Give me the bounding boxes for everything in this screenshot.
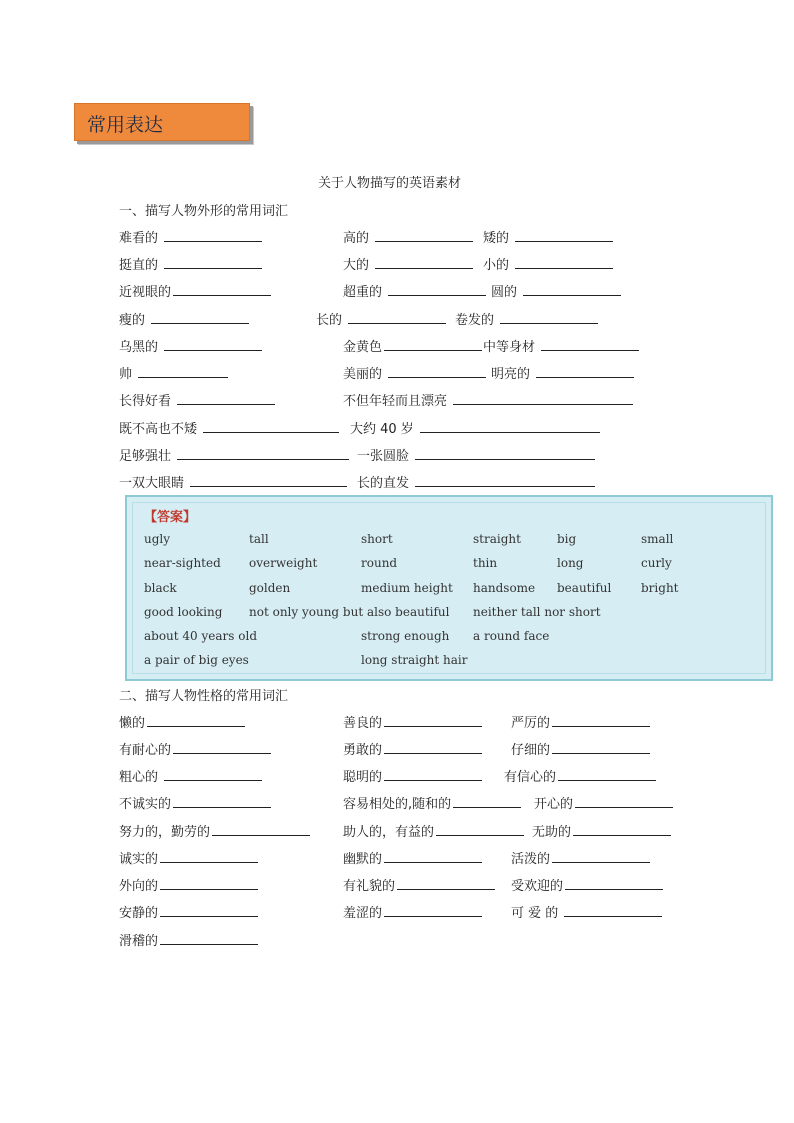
answer-word-item — [473, 556, 497, 570]
appearance-word-item — [119, 390, 275, 410]
answer-word-item-label: good looking — [144, 605, 223, 619]
fill-in-blank[interactable] — [384, 712, 482, 727]
answer-word-item — [361, 556, 397, 570]
personality-word-item — [119, 875, 258, 895]
answer-word-item-label: golden — [249, 581, 291, 595]
appearance-word-item-label: 大约 40 岁 — [350, 422, 418, 437]
fill-in-blank[interactable] — [138, 363, 228, 378]
personality-word-item — [119, 848, 258, 868]
personality-word-item — [532, 821, 671, 841]
answer-word-item — [361, 532, 393, 546]
fill-in-blank[interactable] — [384, 336, 482, 351]
fill-in-blank[interactable] — [415, 472, 595, 487]
fill-in-blank[interactable] — [536, 363, 634, 378]
fill-in-blank[interactable] — [173, 793, 271, 808]
appearance-word-item-label: 大的 — [343, 258, 374, 273]
answer-word-item — [641, 532, 673, 546]
answer-word-item — [144, 532, 170, 546]
personality-word-item-label: 不诚实的 — [119, 797, 172, 812]
appearance-word-item — [119, 336, 262, 356]
answer-word-item — [473, 605, 601, 619]
fill-in-blank[interactable] — [384, 766, 482, 781]
answer-word-item — [361, 581, 453, 595]
personality-word-item — [534, 793, 673, 813]
personality-word-item — [119, 739, 271, 759]
answer-word-item — [557, 556, 583, 570]
answer-word-item-label: medium height — [361, 581, 453, 595]
fill-in-blank[interactable] — [453, 390, 633, 405]
fill-in-blank[interactable] — [160, 930, 258, 945]
answer-word-item — [144, 556, 221, 570]
appearance-word-item — [119, 309, 249, 329]
appearance-word-item-label: 长的直发 — [357, 476, 414, 491]
appearance-word-item-label: 超重的 — [343, 285, 387, 300]
answer-word-item — [144, 629, 257, 643]
appearance-word-item-label: 难看的 — [119, 231, 163, 246]
personality-word-item — [343, 739, 482, 759]
fill-in-blank[interactable] — [177, 445, 349, 460]
personality-word-item-label: 勇敢的 — [343, 743, 383, 758]
appearance-word-item-label: 高的 — [343, 231, 374, 246]
personality-word-item — [119, 793, 271, 813]
answer-word-item-label: tall — [249, 532, 269, 546]
personality-word-item-label: 幽默的 — [343, 852, 383, 867]
personality-word-item — [119, 902, 258, 922]
fill-in-blank[interactable] — [173, 281, 271, 296]
personality-word-item — [343, 712, 482, 732]
appearance-word-item — [343, 336, 482, 356]
appearance-word-item-label: 既不高也不矮 — [119, 422, 202, 437]
answer-word-item-label: curly — [641, 556, 672, 570]
fill-in-blank[interactable] — [436, 821, 524, 836]
personality-word-item — [343, 902, 482, 922]
appearance-word-item-label: 长得好看 — [119, 394, 176, 409]
personality-word-item-label: 诚实的 — [119, 852, 159, 867]
appearance-word-item-label: 乌黑的 — [119, 340, 163, 355]
personality-word-item — [343, 848, 482, 868]
personality-word-item — [119, 930, 258, 950]
answer-word-item-label: neither tall nor short — [473, 605, 601, 619]
appearance-word-item — [483, 227, 613, 247]
answer-word-item-label: beautiful — [557, 581, 612, 595]
section1-title: 一、描写人物外形的常用词汇 — [119, 204, 289, 219]
personality-word-item — [511, 712, 650, 732]
appearance-word-item-label: 中等身材 — [483, 340, 540, 355]
appearance-word-item-label: 足够强壮 — [119, 449, 176, 464]
appearance-word-item-label: 明亮的 — [491, 367, 535, 382]
fill-in-blank[interactable] — [388, 281, 486, 296]
appearance-word-item — [491, 363, 634, 383]
fill-in-blank[interactable] — [190, 472, 347, 487]
answer-word-item — [473, 581, 535, 595]
answer-word-item — [641, 581, 679, 595]
answer-word-item-label: straight — [473, 532, 521, 546]
section-heading: 常用表达 — [87, 114, 164, 136]
appearance-word-item-label: 不但年轻而且漂亮 — [343, 394, 452, 409]
answer-label: 【答案】 — [144, 510, 197, 525]
appearance-word-item-label: 一张圆脸 — [357, 449, 414, 464]
personality-word-item — [504, 766, 656, 786]
appearance-word-item-label: 矮的 — [483, 231, 514, 246]
answer-word-item-label: bright — [641, 581, 679, 595]
appearance-word-item-label: 一双大眼睛 — [119, 476, 189, 491]
personality-word-item — [119, 766, 262, 786]
answer-word-item — [473, 629, 549, 643]
fill-in-blank[interactable] — [151, 309, 249, 324]
personality-word-item-label: 羞涩的 — [343, 906, 383, 921]
fill-in-blank[interactable] — [375, 227, 473, 242]
personality-word-item — [511, 739, 650, 759]
appearance-word-item-label: 瘦的 — [119, 313, 150, 328]
personality-word-item-label: 严厉的 — [511, 716, 551, 731]
personality-word-item-label: 仔细的 — [511, 743, 551, 758]
personality-word-item-label: 可 爱 的 — [511, 906, 563, 921]
fill-in-blank[interactable] — [173, 739, 271, 754]
personality-word-item-label: 滑稽的 — [119, 934, 159, 949]
personality-word-item-label: 安静的 — [119, 906, 159, 921]
fill-in-blank[interactable] — [564, 902, 662, 917]
appearance-word-item — [119, 472, 347, 492]
answer-word-item — [249, 532, 269, 546]
fill-in-blank[interactable] — [147, 712, 245, 727]
answer-word-item-label: big — [557, 532, 577, 546]
section2-title: 二、描写人物性格的常用词汇 — [119, 689, 289, 704]
personality-word-item-label: 有礼貌的 — [343, 879, 396, 894]
fill-in-blank[interactable] — [384, 739, 482, 754]
answer-word-item-label: a pair of big eyes — [144, 653, 249, 667]
appearance-word-item-label: 小的 — [483, 258, 514, 273]
fill-in-blank[interactable] — [415, 445, 595, 460]
fill-in-blank[interactable] — [164, 254, 262, 269]
answer-word-item-label: long straight hair — [361, 653, 468, 667]
appearance-word-item-label: 金黄色 — [343, 340, 383, 355]
answer-word-item-label: not only young but also beautiful — [249, 605, 450, 619]
personality-word-item-label: 活泼的 — [511, 852, 551, 867]
fill-in-blank[interactable] — [552, 739, 650, 754]
appearance-word-item-label: 挺直的 — [119, 258, 163, 273]
appearance-word-item — [350, 418, 600, 438]
personality-word-item — [119, 821, 310, 841]
personality-word-item — [511, 848, 650, 868]
appearance-word-item — [316, 309, 446, 329]
answer-word-item-label: thin — [473, 556, 498, 570]
appearance-word-item — [343, 281, 486, 301]
answer-word-item-label: strong enough — [361, 629, 450, 643]
fill-in-blank[interactable] — [384, 848, 482, 863]
fill-in-blank[interactable] — [164, 336, 262, 351]
personality-word-item — [119, 712, 245, 732]
fill-in-blank[interactable] — [573, 821, 671, 836]
appearance-word-item — [483, 336, 639, 356]
fill-in-blank[interactable] — [348, 309, 446, 324]
fill-in-blank[interactable] — [164, 227, 262, 242]
fill-in-blank[interactable] — [541, 336, 639, 351]
personality-word-item — [343, 875, 495, 895]
appearance-word-item — [119, 418, 339, 438]
fill-in-blank[interactable] — [565, 875, 663, 890]
fill-in-blank[interactable] — [177, 390, 275, 405]
personality-word-item — [511, 902, 662, 922]
appearance-word-item — [357, 472, 595, 492]
appearance-word-item — [491, 281, 621, 301]
fill-in-blank[interactable] — [420, 418, 600, 433]
fill-in-blank[interactable] — [453, 793, 521, 808]
answer-word-item-label: near-sighted — [144, 556, 221, 570]
appearance-word-item — [343, 390, 633, 410]
answer-word-item-label: about 40 years old — [144, 629, 257, 643]
answer-word-item — [249, 556, 317, 570]
fill-in-blank[interactable] — [375, 254, 473, 269]
personality-word-item-label: 容易相处的,随和的 — [343, 797, 452, 812]
fill-in-blank[interactable] — [515, 227, 613, 242]
appearance-word-item — [343, 254, 473, 274]
fill-in-blank[interactable] — [160, 848, 258, 863]
personality-word-item-label: 聪明的 — [343, 770, 383, 785]
appearance-word-item — [119, 254, 262, 274]
answer-word-item — [641, 556, 672, 570]
appearance-word-item — [455, 309, 598, 329]
answer-word-item-label: black — [144, 581, 177, 595]
section-heading-box — [74, 103, 250, 141]
fill-in-blank[interactable] — [552, 848, 650, 863]
appearance-word-item — [119, 363, 228, 383]
personality-word-item-label: 外向的 — [119, 879, 159, 894]
personality-word-item-label: 开心的 — [534, 797, 574, 812]
answer-word-item-label: a round face — [473, 629, 550, 643]
answer-word-item-label: overweight — [249, 556, 318, 570]
fill-in-blank[interactable] — [203, 418, 339, 433]
appearance-word-item-label: 卷发的 — [455, 313, 499, 328]
personality-word-item-label: 无助的 — [532, 825, 572, 840]
appearance-word-item — [343, 227, 473, 247]
answer-word-item — [361, 629, 449, 643]
fill-in-blank[interactable] — [523, 281, 621, 296]
appearance-word-item-label: 美丽的 — [343, 367, 387, 382]
answer-word-item — [361, 653, 468, 667]
document-title: 关于人物描写的英语素材 — [318, 176, 462, 191]
appearance-word-item-label: 帅 — [119, 367, 137, 382]
appearance-word-item — [119, 281, 271, 301]
personality-word-item-label: 有信心的 — [504, 770, 557, 785]
personality-word-item — [511, 875, 663, 895]
fill-in-blank[interactable] — [515, 254, 613, 269]
fill-in-blank[interactable] — [212, 821, 310, 836]
personality-word-item — [343, 793, 521, 813]
answer-word-item-label: handsome — [473, 581, 536, 595]
fill-in-blank[interactable] — [500, 309, 598, 324]
appearance-word-item — [119, 227, 262, 247]
fill-in-blank[interactable] — [160, 875, 258, 890]
answer-word-item — [473, 532, 521, 546]
personality-word-item-label: 努力的，勤劳的 — [119, 825, 211, 840]
answer-word-item-label: round — [361, 556, 398, 570]
personality-word-item-label: 粗心的 — [119, 770, 163, 785]
appearance-word-item-label: 近视眼的 — [119, 285, 172, 300]
personality-word-item-label: 有耐心的 — [119, 743, 172, 758]
personality-word-item-label: 善良的 — [343, 716, 383, 731]
fill-in-blank[interactable] — [164, 766, 262, 781]
answer-word-item — [144, 581, 177, 595]
fill-in-blank[interactable] — [384, 902, 482, 917]
appearance-word-item — [343, 363, 486, 383]
appearance-word-item — [357, 445, 595, 465]
answer-word-item-label: small — [641, 532, 674, 546]
personality-word-item — [343, 766, 482, 786]
answer-word-item-label: long — [557, 556, 584, 570]
personality-word-item — [343, 821, 524, 841]
personality-word-item-label: 助人的，有益的 — [343, 825, 435, 840]
answer-word-item — [144, 653, 249, 667]
answer-word-item — [557, 532, 576, 546]
fill-in-blank[interactable] — [575, 793, 673, 808]
answer-word-item — [557, 581, 611, 595]
appearance-word-item — [119, 445, 349, 465]
fill-in-blank[interactable] — [388, 363, 486, 378]
answer-word-item-label: short — [361, 532, 393, 546]
appearance-word-item — [483, 254, 613, 274]
answer-word-item — [144, 605, 222, 619]
personality-word-item-label: 受欢迎的 — [511, 879, 564, 894]
answer-word-item — [249, 605, 450, 619]
fill-in-blank[interactable] — [397, 875, 495, 890]
fill-in-blank[interactable] — [558, 766, 656, 781]
appearance-word-item-label: 长的 — [316, 313, 347, 328]
appearance-word-item-label: 圆的 — [491, 285, 522, 300]
answer-word-item — [249, 581, 290, 595]
fill-in-blank[interactable] — [160, 902, 258, 917]
personality-word-item-label: 懒的 — [119, 716, 146, 731]
answer-word-item-label: ugly — [144, 532, 171, 546]
fill-in-blank[interactable] — [552, 712, 650, 727]
